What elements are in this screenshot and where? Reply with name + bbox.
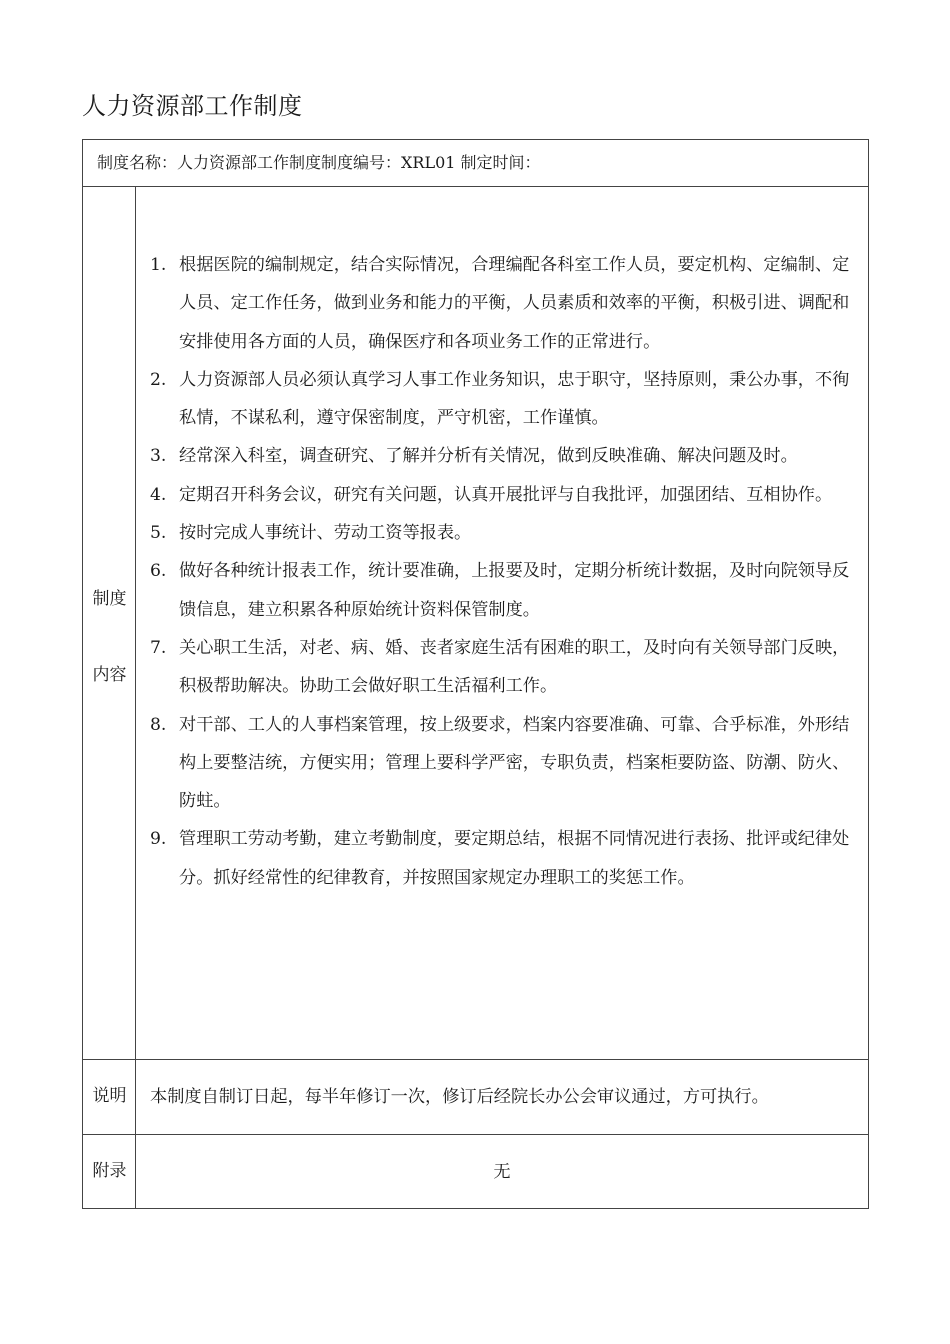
content-row [83, 186, 868, 1060]
item-number: 7. [150, 637, 167, 658]
item-number: 4. [150, 484, 167, 505]
item-text: 管理职工劳动考勤，建立考勤制度，要定期总结，根据不同情况进行表扬、批评或纪律处分。抓好经常性的纪律教育，并按照国家规定办理职工的奖惩工作。 [179, 829, 850, 888]
item-text: 做好各种统计报表工作，统计要准确，上报要及时，定期分析统计数据，及时向院领导反馈信息，建立积累各种原始统计资料保管制度。 [179, 561, 850, 620]
document-title: 人力资源部工作制度 [82, 92, 303, 120]
content-value-cell [136, 186, 868, 1059]
appendix-text: 无 [493, 1162, 511, 1182]
list-item [142, 552, 862, 629]
regulation-header-line: 制度名称：人力资源部工作制度制度编号：XRL01 制定时间： [97, 153, 541, 172]
note-value-cell [136, 1059, 868, 1134]
item-text: 按时完成人事统计、劳动工资等报表。 [179, 523, 472, 544]
list-item [142, 246, 862, 361]
item-text: 根据医院的编制规定，结合实际情况，合理编配各科室工作人员，要定机构、定编制、定人员、定工作任务，做到业务和能力的平衡，人员素质和效率的平衡，积极引进、调配和安排使用各方面的人员，确保医疗和各项业务工作的正常进行。 [179, 255, 850, 352]
content-label-cell [83, 186, 136, 1059]
item-text: 经常深入科室，调查研究、了解并分析有关情况，做到反映准确、解决问题及时。 [179, 446, 798, 467]
item-number: 8. [150, 714, 167, 735]
appendix-label: 附录 [92, 1161, 127, 1181]
note-row [83, 1059, 868, 1135]
item-number: 5. [150, 523, 167, 544]
item-text: 定期召开科务会议，研究有关问题，认真开展批评与自我批评，加强团结、互相协作。 [179, 484, 833, 505]
content-label-line2: 内容 [92, 665, 127, 685]
item-number: 2. [150, 369, 167, 390]
list-item [142, 476, 862, 514]
list-item [142, 820, 862, 897]
item-number: 3. [150, 446, 167, 467]
item-text: 关心职工生活，对老、病、婚、丧者家庭生活有困难的职工，及时向有关领导部门反映，积极帮助解决。协助工会做好职工生活福利工作。 [179, 637, 850, 697]
item-text: 对干部、工人的人事档案管理，按上级要求，档案内容要准确、可靠、合乎标准，外形结构上要整洁统，方便实用；管理上要科学严密，专职负责，档案柜要防盗、防潮、防火、防蛀。 [179, 714, 850, 812]
list-item [142, 706, 862, 821]
appendix-label-cell [83, 1134, 136, 1208]
list-item [142, 437, 862, 475]
note-label-cell [83, 1059, 136, 1134]
list-item [142, 629, 862, 706]
item-number: 9. [150, 829, 167, 850]
list-item [142, 361, 862, 438]
content-label-line1: 制度 [92, 589, 127, 609]
table-header-row [83, 140, 868, 187]
appendix-row [83, 1134, 868, 1208]
item-number: 1. [150, 255, 167, 275]
list-item [142, 514, 862, 552]
note-text: 本制度自制订日起，每半年修订一次，修订后经院长办公会审议通过，方可执行。 [150, 1087, 769, 1107]
item-text: 人力资源部人员必须认真学习人事工作业务知识，忠于职守，坚持原则，秉公办事，不徇私情，不谋私利，遵守保密制度，严守机密，工作谨慎。 [179, 369, 850, 429]
appendix-value-cell [136, 1134, 868, 1208]
regulation-list [142, 246, 862, 897]
regulation-table [82, 139, 869, 1209]
note-label: 说明 [92, 1086, 127, 1106]
item-number: 6. [150, 561, 167, 582]
